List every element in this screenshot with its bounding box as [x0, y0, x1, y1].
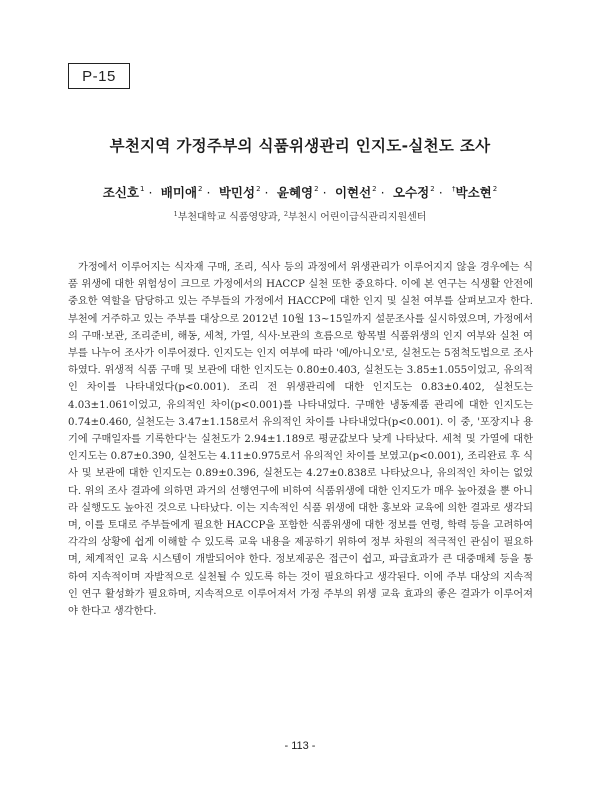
- affiliations: [0, 208, 600, 223]
- affiliation-mark: 2: [198, 185, 203, 193]
- affiliation-mark: 1: [139, 185, 145, 193]
- affiliation-mark: 1: [173, 210, 178, 218]
- affiliation-mark: 2: [283, 210, 288, 218]
- affiliation-mark: 2: [314, 185, 319, 193]
- corresponding-mark: †: [452, 185, 456, 193]
- abstract-body: 가정에서 이루어지는 식자재 구매, 조리, 식사 등의 과정에서 위생관리가 이루어지지 않을 경우에는 식품 위생에 대한 위험성이 크므로 가정에서의 HACCP 실천 또한 중요하다. 이에 본 연구는 식생활 안전에 중요한 역할을 담당하고 있는 주부들의 가정에서 HACCP에 대한 인지 및 실천 여부를 살펴보고자 한다. 부천에 거주하고 있는 주부를 대상으로 2012년 10월 13~15일까지 설문조사를 실시하였으며, 가정에서의 구매·보관, 조리준비, 해동, 세척, 가열, 식사·보관의 흐름으로 항목별 식품위생의 인지 여부와 실천 여부를 나누어 조사가 이루어졌다. 인지도는 인지 여부에 따라 '예/아니오'로, 실천도는 5점척도법으로 조사하였다. 위생적 식품 구매 및 보관에 대한 인지도는 0.80±0.403, 실천도는 3.85±1.055이었고, 유의적인 차이를 나타내었다(p<0.001). 조리 전 위생관리에 대한 인지도는 0.83±0.402, 실천도는 4.03±1.061이었고, 유의적인 차이(p<0.001)를 나타내었다. 구매한 냉동제품 관리에 대한 인지도는 0.74±0.460, 실천도는 3.47±1.158로서 유의적인 차이를 나타내었다(p<0.001). 이 중, '포장지나 용기에 구매일자를 기록한다'는 실천도가 2.94±1.189로 평균값보다 낮게 나타났다. 세척 및 가열에 대한 인지도는 0.87±0.390, 실천도는 4.11±0.975로서 유의적인 차이를 보였고(p<0.001), 조리완료 후 식사 및 보관에 대한 인지도는 0.89±0.396, 실천도는 4.27±0.838로 나타났으나, 유의적인 차이는 없었다. 위의 조사 결과에 의하면 과거의 선행연구에 비하여 식품위생에 대한 인지도가 매우 높아졌을 뿐 아니라 실행도도 높아진 것으로 나타났다. 이는 지속적인 식품 위생에 대한 홍보와 교육에 의한 결과로 생각되며, 이를 토대로 주부들에게 필요한 HACCP을 포함한 식품위생에 대한 정보를 연령, 학력 등을 고려하여 각각의 상황에 쉽게 이해할 수 있도록 교육 내용을 제공하기 위하여 정부 차원의 적극적인 관심이 필요하며, 체계적인 교육 시스템이 개발되어야 한다. 정보제공은 접근이 쉽고, 파급효과가 큰 대중매체 등을 통하여 지속적이며 자발적으로 실천될 수 있도록 하는 것이 필요하다고 생각된다. 이에 주부 대상의 지속적인 연구 활성화가 필요하며, 지속적으로 이루어져서 가정 주부의 위생 교육 효과의 좋은 결과가 이루어져야 한다고 생각한다.: [68, 262, 533, 618]
- author-name: 오수정: [392, 185, 430, 200]
- affiliation-mark: 2: [372, 185, 377, 193]
- session-code-box: [68, 63, 130, 89]
- affiliation-1: 부천대학교 식품영양과,: [177, 212, 281, 223]
- author-name: 박민성: [218, 185, 256, 200]
- session-code: P-15: [82, 67, 116, 85]
- affiliation-2: 부천시 어린이급식관리지원센터: [288, 212, 427, 223]
- affiliation-mark: 2: [256, 185, 261, 193]
- author-name: 박소현: [455, 185, 492, 200]
- affiliation-mark: 2: [492, 185, 498, 193]
- author-list: 조신호$^1$ · 배미애$^2$ · 박민성$^2$ · 윤혜영$^2$ · 이현선$^2$ · 오수정$^2$ · †박소현$^2$: [102, 185, 498, 200]
- author-name: 윤혜영: [276, 185, 314, 200]
- affiliation-mark: 2: [430, 185, 435, 193]
- author-name: 조신호: [102, 185, 139, 200]
- author-name: 이현선: [334, 185, 372, 200]
- author-name: 배미애: [160, 185, 198, 200]
- page-number: - 113 -: [284, 740, 316, 752]
- paper-title: 부천지역 가정주부의 식품위생관리 인지도-실천도 조사: [109, 137, 491, 155]
